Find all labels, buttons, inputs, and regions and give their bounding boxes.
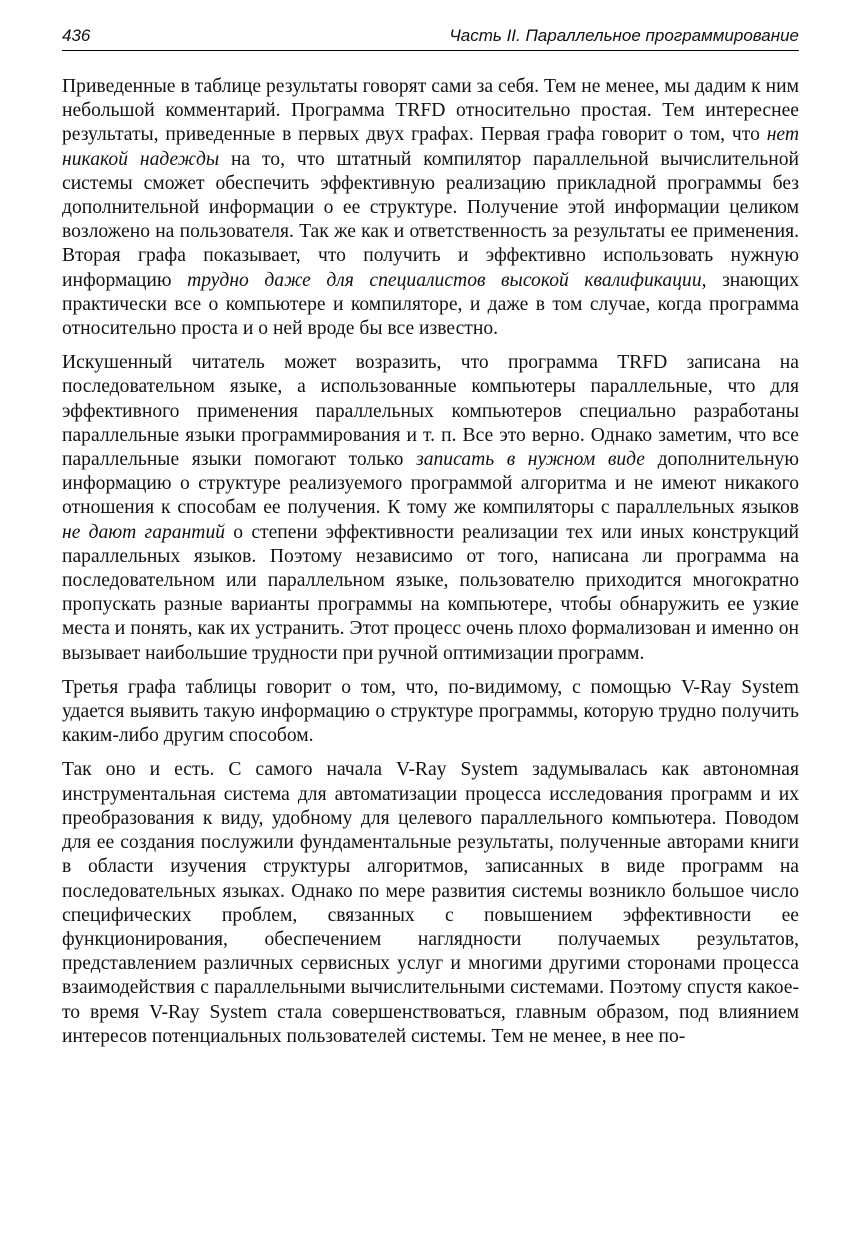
page-number: 436	[62, 26, 91, 45]
book-page	[62, 26, 799, 1059]
emphasis-text: не дают гарантий	[62, 521, 226, 543]
text-segment: на то, что штатный компилятор параллельной вычислительной системы сможет обеспечить эффективную реализацию прикладной программы без дополнительной информации о ее структуре. Получение этой информации целиком возложено на пользователя. Так же как и ответственность за результаты ее применения. Вторая графа показывает, что получить и эффективно использовать нужную информацию	[62, 148, 799, 291]
emphasis-text: трудно даже для специалистов высокой квалификации	[187, 269, 702, 291]
emphasis-text: записать в нужном виде	[416, 449, 645, 471]
text-segment: Приведенные в таблице результаты говорят сами за себя. Тем не менее, мы дадим к ним небольшой комментарий. Программа TRFD относительно простая. Тем интереснее результаты, приведенные в первых двух графах. Первая графа говорит о том, что	[62, 76, 799, 146]
paragraph-3	[62, 676, 799, 749]
paragraph-4	[62, 758, 799, 1048]
paragraph-1	[62, 75, 799, 341]
running-head	[62, 26, 799, 51]
text-segment: Так оно и есть. С самого начала V-Ray System задумывалась как автономная инструментальная система для автоматизации процесса исследования программ и их преобразования к виду, удобному для целевого параллельного компьютера. Поводом для ее создания послужили фундаментальные результаты, полученные авторами книги в области изучения структуры алгоритмов, записанных в виде программ на последовательных языках. Однако по мере развития системы возникло большое число специфических проблем, связанных с повышением эффективности ее функционирования, обеспечением наглядности получаемых результатов, представлением различных сервисных услуг и многими другими сторонами процесса взаимодействия с параллельными вычислительными системами. Поэтому спустя какое-то время V-Ray System стала совершенствоваться, главным образом, под влиянием интересов потенциальных пользователей системы. Тем не менее, в нее по-	[62, 759, 799, 1047]
section-title: Часть II. Параллельное программирование	[449, 26, 799, 45]
text-segment: Третья графа таблицы говорит о том, что, по-видимому, с помощью V-Ray System удается выявить такую информацию о структуре программы, которую трудно получить каким-либо другим способом.	[62, 676, 799, 747]
text-segment: о степени эффективности реализации тех или иных конструкций параллельных языков. Поэтому независимо от того, написана ли программа на последовательном или параллельном языке, пользователю приходится многократно пропускать разные варианты программы на компьютере, чтобы обнаружить ее узкие места и понять, как их устранить. Этот процесс очень плохо формализован и именно он вызывает наибольшие трудности при ручной оптимизации программ.	[62, 521, 800, 664]
paragraph-2	[62, 351, 799, 666]
emphasis-text: нет никакой надежды	[62, 124, 799, 170]
text-segment: дополнительную информацию о структуре реализуемого программой алгоритма и не имеют никакого отношения к способам ее получения. К тому же компиляторы с параллельных языков	[62, 449, 799, 519]
text-segment: , знающих практически все о компьютере и компиляторе, и даже в том случае, когда программа относительно проста и о ней вроде бы все известно.	[62, 269, 799, 340]
text-segment: Искушенный читатель может возразить, что программа TRFD записана на последовательном языке, а использованные компьютеры параллельные, что для эффективного применения параллельных компьютеров специально разработаны параллельные языки программирования и т. п. Все это верно. Однако заметим, что все параллельные языки помогают только	[62, 352, 799, 471]
body-text	[62, 75, 799, 1049]
